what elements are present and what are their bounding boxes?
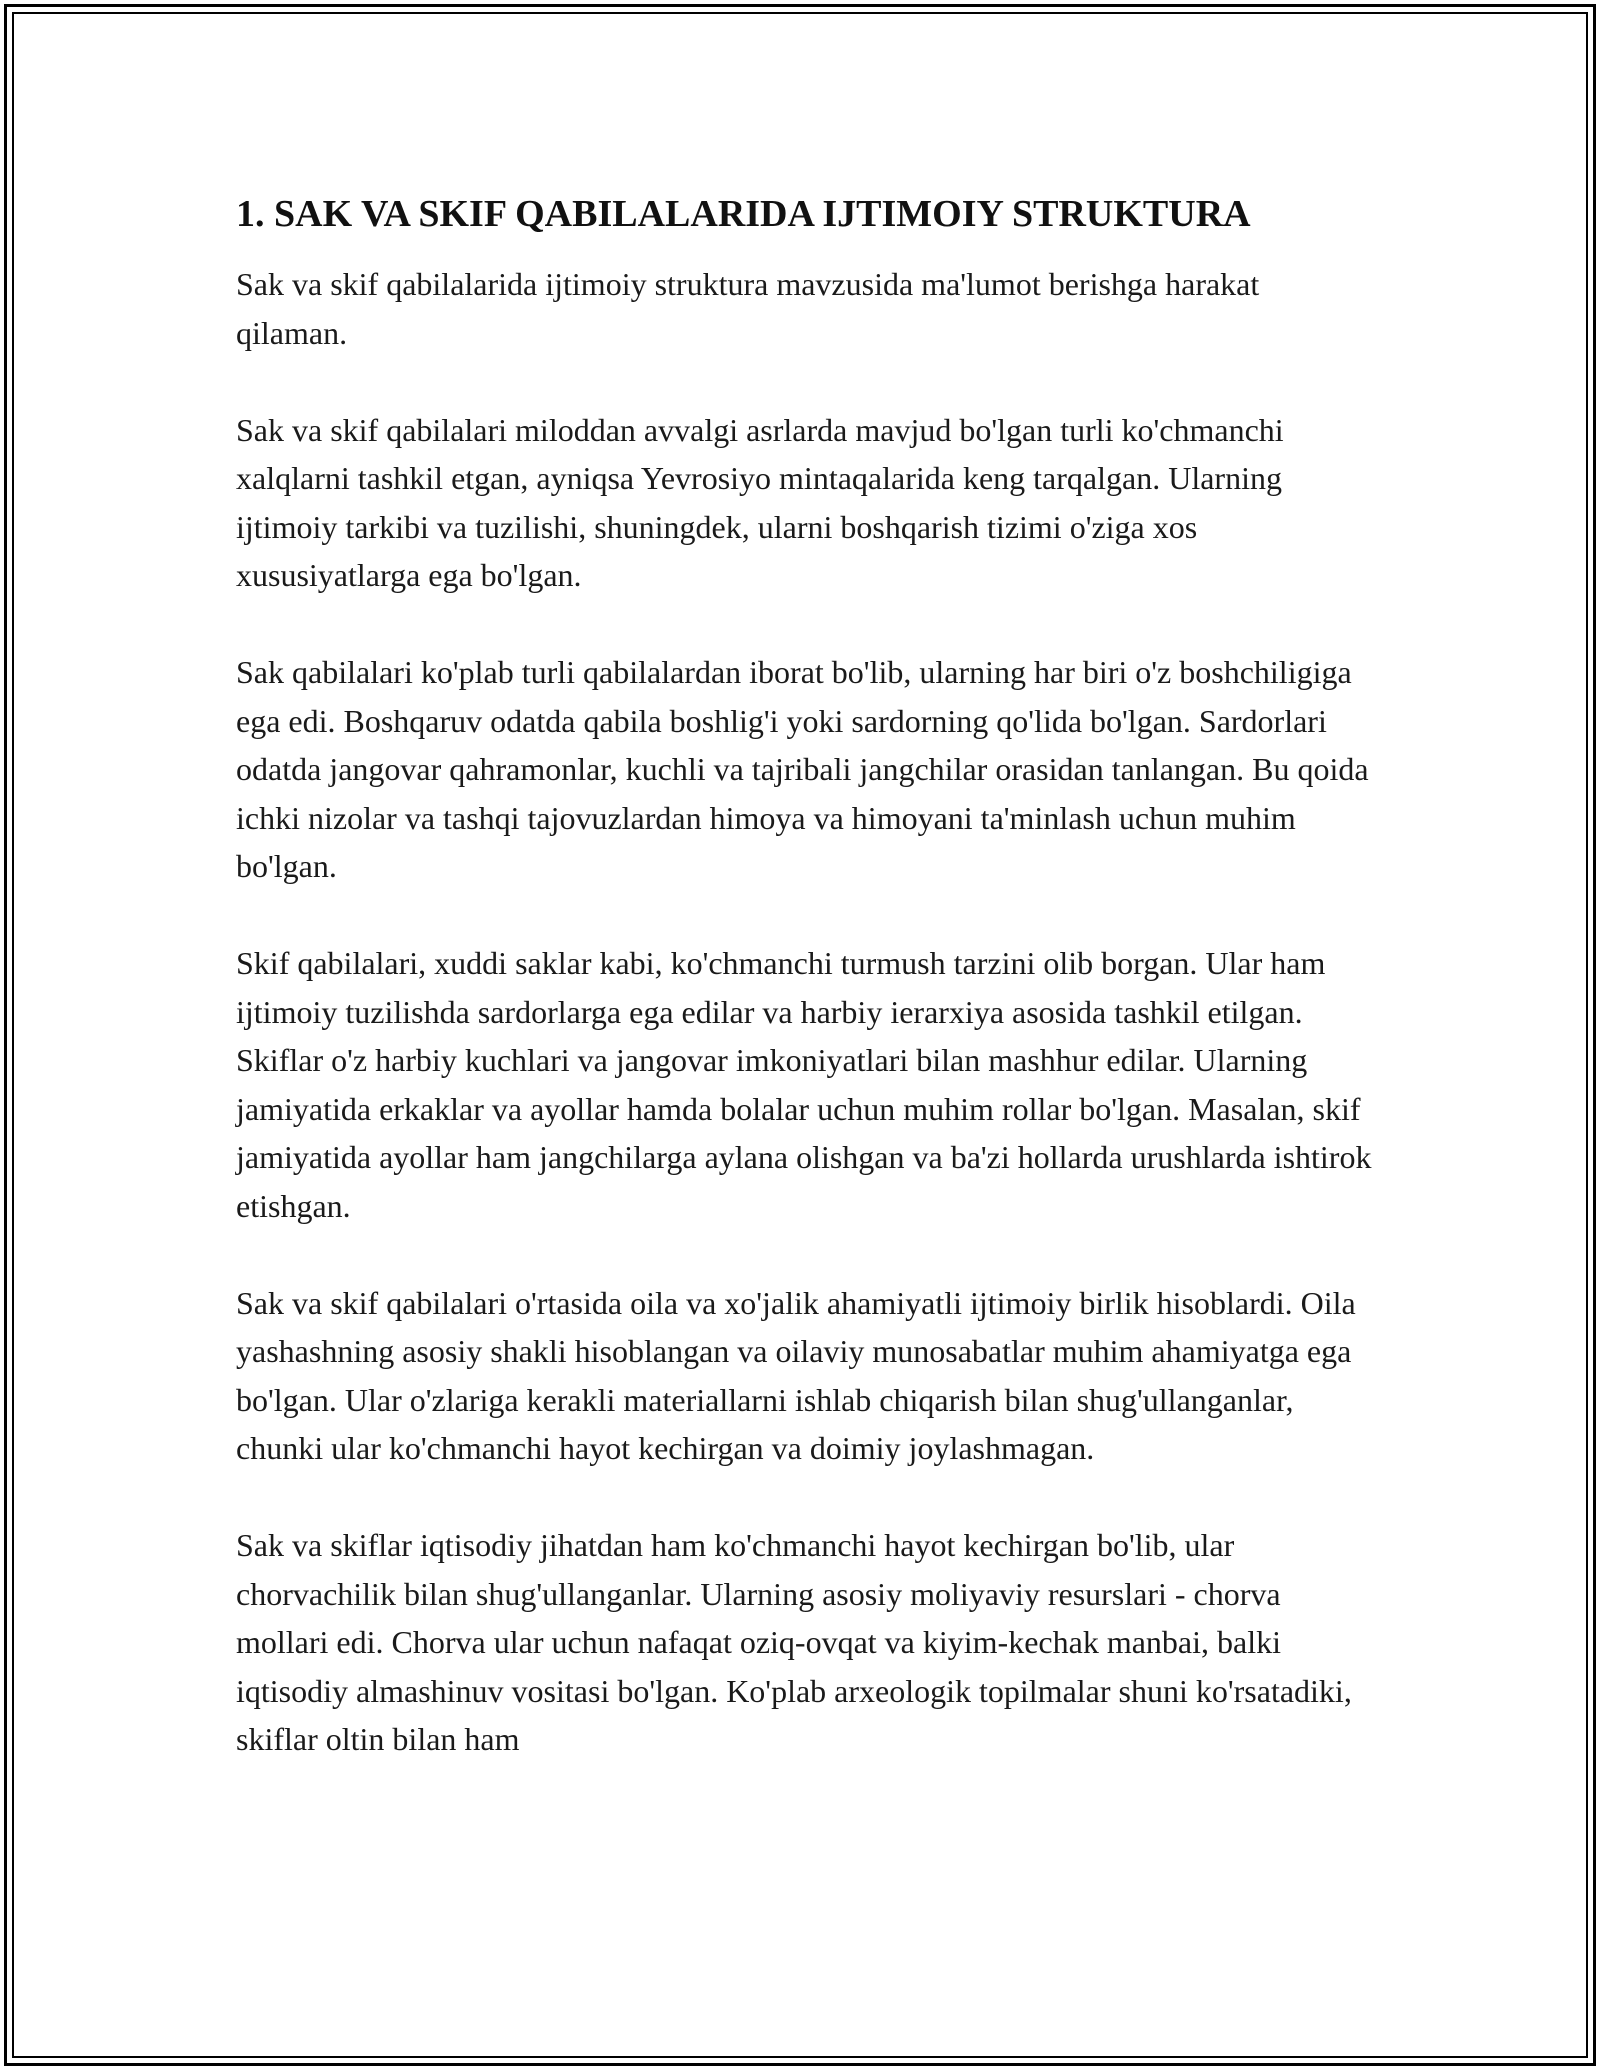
document-title: 1. SAK VA SKIF QABILALARIDA IJTIMOIY STRUKTURA <box>236 193 1251 235</box>
paragraph-economy: Sak va skiflar iqtisodiy jihatdan ham ko'chmanchi hayot kechirgan bo'lib, ular chorvachilik bilan shug'ullanganlar. Ularning asosiy moliyaviy resurslari - chorva mollari edi. Chorva ular uchun nafaqat oziq-ovqat va kiyim-kechak manbai, balki iqtisodiy almashinuv vositasi bo'lgan. Ko'plab arxeologik topilmalar shuni ko'rsatadiki, skiflar oltin bilan ham <box>236 1527 1352 1757</box>
paragraph-family: Sak va skif qabilalari o'rtasida oila va xo'jalik ahamiyatli ijtimoiy birlik hisoblardi. Oila yashashning asosiy shakli hisoblangan va oilaviy munosabatlar muhim ahamiyatga ega bo'lgan. Ular o'zlariga kerakli materiallarni ishlab chiqarish bilan shug'ullanganlar, chunki ular ko'chmanchi hayot kechirgan va doimiy joylashmagan. <box>236 1284 1356 1466</box>
paragraph-skif-tribes: Skif qabilalari, xuddi saklar kabi, ko'chmanchi turmush tarzini olib borgan. Ular ham ijtimoiy tuzilishda sardorlarga ega edilar va harbiy ierarxiya asosida tashkil etilgan. Skiflar o'z harbiy kuchlari va jangovar imkoniyatlari bilan mashhur edilar. Ularning jamiyatida erkaklar va ayollar hamda bolalar uchun muhim rollar bo'lgan. Masalan, skif jamiyatida ayollar ham jangchilarga aylana olishgan va ba'zi hollarda urushlarda ishtirok etishgan. <box>236 945 1372 1224</box>
paragraph-sak-tribes: Sak qabilalari ko'plab turli qabilalardan iborat bo'lib, ularning har biri o'z boshchiligiga ega edi. Boshqaruv odatda qabila boshlig'i yoki sardorning qo'lida bo'lgan. Sardorlari odatda jangovar qahramonlar, kuchli va tajribali jangchilar orasidan tanlangan. Bu qoida ichki nizolar va tashqi tajovuzlardan himoya va himoyani ta'minlash uchun muhim bo'lgan. <box>236 654 1369 884</box>
paragraph-intro: Sak va skif qabilalarida ijtimoiy struktura mavzusida ma'lumot berishga harakat qilaman. <box>236 266 1260 351</box>
paragraph-overview: Sak va skif qabilalari miloddan avvalgi asrlarda mavjud bo'lgan turli ko'chmanchi xalqlarni tashkil etgan, ayniqsa Yevrosiyo mintaqalarida keng tarqalgan. Ularning ijtimoiy tarkibi va tuzilishi, shuningdek, ularni boshqarish tizimi o'ziga xos xususiyatlarga ega bo'lgan. <box>236 411 1284 593</box>
document-body <box>236 188 1376 1764</box>
